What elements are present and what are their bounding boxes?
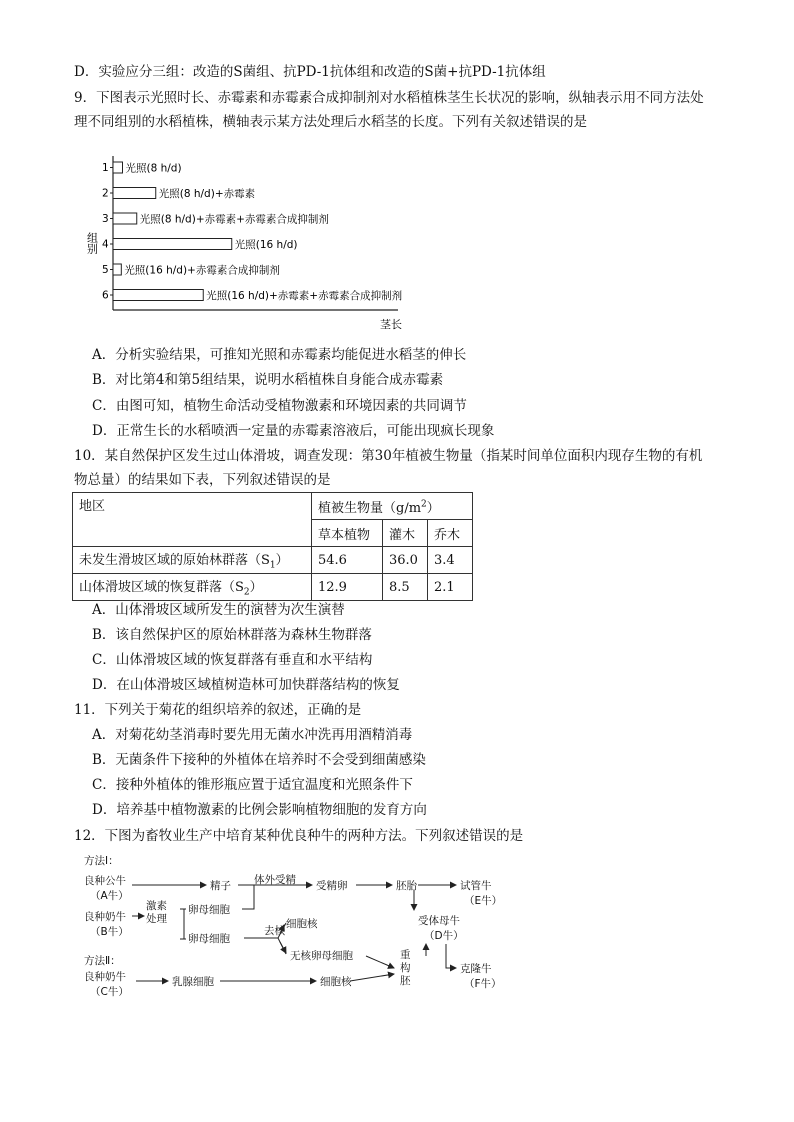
q10-option-a: A．山体滑坡区域所发生的演替为次生演替 xyxy=(92,602,345,618)
table-cell: 36.0 xyxy=(383,547,428,574)
bar-group-6 xyxy=(113,290,203,301)
q11-option-c: C．接种外植体的锥形瓶应置于适宜温度和光照条件下 xyxy=(92,777,413,793)
q11-stem: 11．下列关于菊花的组织培养的叙述，正确的是 xyxy=(74,702,362,718)
recon-label-2: 构 xyxy=(400,962,411,974)
cow-b-label: 良种奶牛 xyxy=(84,911,126,923)
test-tube-calf-sub: （E牛） xyxy=(464,895,503,907)
q12-breeding-diagram xyxy=(80,850,520,1010)
sperm-label: 精子 xyxy=(210,880,231,892)
egg-label-1: 卵母细胞 xyxy=(188,904,230,916)
table-cell: 3.4 xyxy=(428,547,473,574)
clone-calf-label: 克隆牛 xyxy=(460,963,492,975)
nucleus-label-2: 细胞核 xyxy=(320,976,352,988)
bull-a-sub: （A牛） xyxy=(90,890,129,902)
q9-stem-line1: 9．下图表示光照时长、赤霉素和赤霉素合成抑制剂对水稻植株茎生长状况的影响，纵轴表示用不同方法处 xyxy=(74,90,704,106)
method2-label: 方法Ⅱ： xyxy=(84,955,121,967)
table-cell: 54.6 xyxy=(312,547,383,574)
category-tick-2: 2 xyxy=(102,187,109,200)
bar-group-1 xyxy=(113,162,123,173)
table-cell-region: 山体滑坡区域的恢复群落$(S_2)$ xyxy=(73,574,312,601)
category-tick-3: 3 xyxy=(102,213,109,225)
cow-c-sub: （C牛） xyxy=(90,986,129,998)
recon-label-3: 胚 xyxy=(400,975,411,987)
arrow-recipient-to-clone xyxy=(446,944,456,968)
hormone-label-1: 激素 xyxy=(146,900,167,912)
bar-group-5 xyxy=(113,264,121,275)
enucleated-egg-label: 无核卵母细胞 xyxy=(290,950,353,962)
recon-label-1: 重 xyxy=(400,949,411,961)
ivf-label: 体外受精 xyxy=(254,874,296,886)
q10-option-c: C．山体滑坡区域的恢复群落有垂直和水平结构 xyxy=(92,652,373,668)
table-cell: 2.1 xyxy=(428,574,473,601)
q9-option-c: C．由图可知，植物生命活动受植物激素和环境因素的共同调节 xyxy=(92,398,467,414)
arrow-enucleated-to-recon xyxy=(366,956,394,968)
q10-stem-line1: 10．某自然保护区发生过山体滑坡，调查发现：第30年植被生物量（指某时间单位面积内现存生物的有机 xyxy=(74,448,703,464)
bar-label-5: 光照(16 h/d)+赤霉素合成抑制剂 xyxy=(124,264,280,277)
bracket-egg-split xyxy=(180,909,186,939)
arrow-to-enucleated xyxy=(280,942,286,953)
q9-option-d: D．正常生长的水稻喷洒一定量的赤霉素溶液后，可能出现疯长现象 xyxy=(92,423,495,439)
q11-option-a: A．对菊花幼茎消毒时要先用无菌水冲洗再用酒精消毒 xyxy=(92,727,413,743)
arrow-nucleus-to-recon xyxy=(350,974,394,981)
cow-b-sub: （B牛） xyxy=(90,926,129,938)
bar-label-4: 光照(16 h/d) xyxy=(234,239,298,251)
q11-option-b: B．无菌条件下接种的外植体在培养时不会受到细菌感染 xyxy=(92,752,426,768)
q12-stem: 12．下图为畜牧业生产中培育某种优良种牛的两种方法。下列叙述错误的是 xyxy=(74,828,524,844)
table-subheader-tree: 乔木 xyxy=(428,520,473,547)
chart-x-label: 茎长 xyxy=(380,318,402,331)
q9-stem-length-chart xyxy=(80,150,420,335)
q10-stem-line2: 物总量）的结果如下表，下列叙述错误的是 xyxy=(74,472,331,488)
category-tick-4: 4 xyxy=(102,238,109,251)
embryo-label: 胚胎 xyxy=(396,880,417,892)
bar-group-2 xyxy=(113,188,156,199)
chart-y-label: 组别 xyxy=(85,232,99,254)
q9-option-a: A．分析实验结果，可推知光照和赤霉素均能促进水稻茎的伸长 xyxy=(92,347,467,363)
bar-label-3: 光照(8 h/d)+赤霉素+赤霉素合成抑制剂 xyxy=(139,213,329,226)
table-row xyxy=(73,547,473,574)
table-subheader-shrub: 灌木 xyxy=(383,520,428,547)
arrow-egg1-to-ivf xyxy=(242,885,254,909)
table-header-region: 地区 xyxy=(73,493,312,547)
recipient-cow-sub: （D牛） xyxy=(424,930,464,942)
category-tick-6: 6 xyxy=(102,289,109,302)
q10-biomass-table xyxy=(72,492,473,601)
cow-c-label: 良种奶牛 xyxy=(84,971,126,983)
q10-option-d: D．在山体滑坡区域植树造林可加快群落结构的恢复 xyxy=(92,677,400,693)
table-header-biomass: 植被生物量$(g/m^2)$ xyxy=(312,493,473,520)
q9-option-b: B．对比第4和第5组结果，说明水稻植株自身能合成赤霉素 xyxy=(92,372,444,388)
nucleus-label-1: 细胞核 xyxy=(286,918,318,930)
mammary-cell-label: 乳腺细胞 xyxy=(172,976,214,988)
category-tick-5: 5 xyxy=(102,264,109,276)
egg-label-2: 卵母细胞 xyxy=(188,933,230,945)
table-cell-region: 未发生滑坡区域的原始林群落$(S_1)$ xyxy=(73,547,312,574)
bar-group-4 xyxy=(113,239,232,250)
bar-label-2: 光照(8 h/d)+赤霉素 xyxy=(158,188,256,200)
table-cell: 12.9 xyxy=(312,574,383,601)
q9-stem-line2: 理不同组别的水稻植株，横轴表示某方法处理后水稻茎的长度。下列有关叙述错误的是 xyxy=(74,114,587,130)
table-cell: 8.5 xyxy=(383,574,428,601)
bar-label-6: 光照(16 h/d)+赤霉素+赤霉素合成抑制剂 xyxy=(206,290,403,302)
enucleate-label: 去核 xyxy=(264,925,285,937)
category-tick-1: 1 xyxy=(102,162,109,174)
q11-option-d: D．培养基中植物激素的比例会影响植物细胞的发育方向 xyxy=(92,802,427,818)
q10-option-b: B．该自然保护区的原始林群落为森林生物群落 xyxy=(92,627,372,643)
bar-label-1: 光照(8 h/d) xyxy=(125,162,182,175)
table-subheader-herb: 草本植物 xyxy=(312,520,383,547)
test-tube-calf-label: 试管牛 xyxy=(460,880,492,892)
clone-calf-sub: （F牛） xyxy=(464,978,502,990)
q8-option-d: D．实验应分三组：改造的S菌组、抗PD-1抗体组和改造的S菌+抗PD-1抗体组 xyxy=(74,64,546,80)
table-row xyxy=(73,574,473,601)
recipient-cow-label: 受体母牛 xyxy=(418,915,460,927)
fertilized-egg-label: 受精卵 xyxy=(316,880,348,892)
bar-group-3 xyxy=(113,213,137,224)
bull-a-label: 良种公牛 xyxy=(84,875,126,887)
method1-label: 方法Ⅰ： xyxy=(84,855,119,867)
hormone-label-2: 处理 xyxy=(146,913,167,925)
